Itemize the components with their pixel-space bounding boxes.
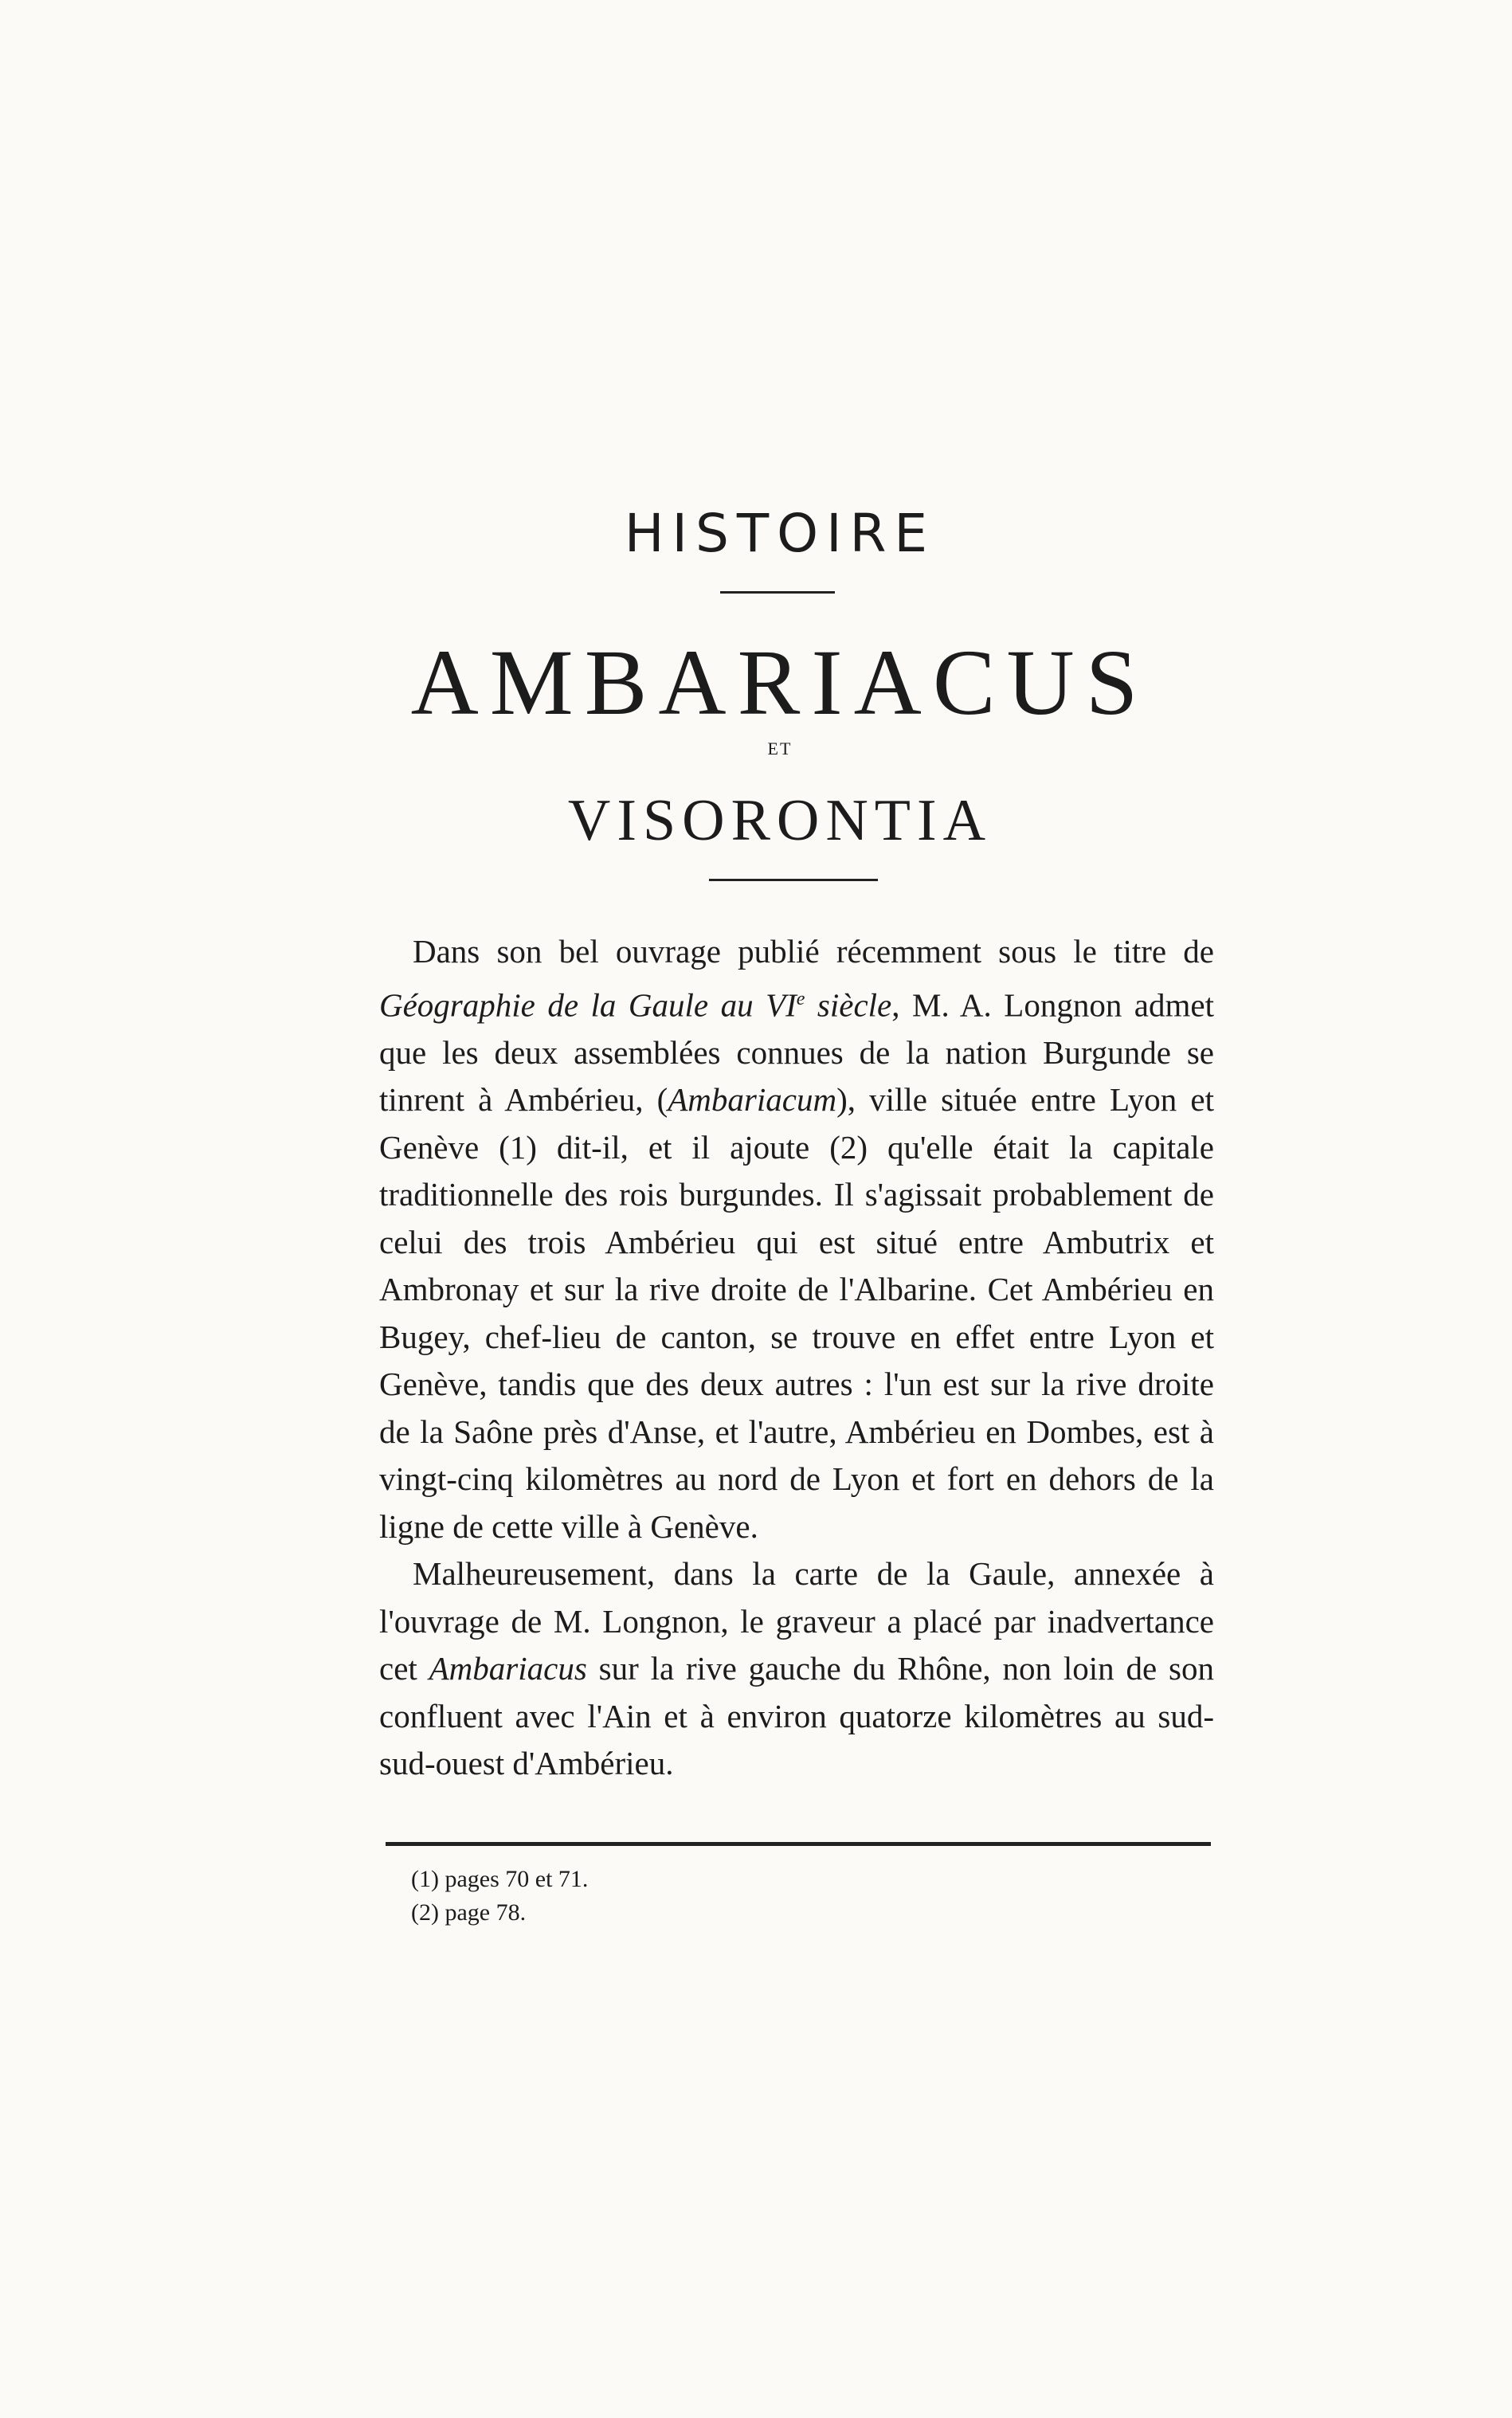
footnote-separator <box>386 1842 1211 1846</box>
paragraph-1-text-a: Dans son bel ouvrage publié récemment sous le titre de <box>413 933 1214 970</box>
footnote-2: (2) page 78. <box>411 1899 527 1926</box>
paragraph-2 <box>379 1550 1214 1788</box>
footnotes <box>411 1863 588 1930</box>
book-title-a: Géographie de la Gaule au VI <box>379 986 797 1024</box>
paragraph-2-text-a: Malheureusement, dans la carte de la Gaule, annexée à l'ouvrage de M. Longnon, le graveur a placé par inadvertance cet <box>379 1555 1214 1687</box>
paragraph-1-text-c: ), ville située entre Lyon et Genève (1) dit-il, et il ajoute (2) qu'elle était la capitale traditionnelle des rois burgundes. Il s'agissait probablement de celui des trois Ambérieu qui est situé entre Ambutrix et Ambronay et sur la rive droite de l'Albarine. Cet Ambérieu en Bugey, chef-lieu de canton, se trouve en effet entre Lyon et Genève, tandis que des deux autres : l'un est sur la rive droite de la Saône près d'Anse, et l'autre, Ambérieu en Dombes, est à vingt-cinq kilomètres au nord de Lyon et fort en dehors de la ligne de cette ville à Genève. <box>379 1081 1215 1545</box>
book-title-b: siècle <box>805 986 892 1024</box>
page-subtitle: VISORONTIA <box>567 788 993 853</box>
title-divider-top <box>720 591 835 594</box>
title-conjunction: ET <box>767 739 793 758</box>
title-divider-bottom <box>709 879 878 881</box>
latin-name-ambariacus: Ambariacus <box>429 1650 587 1687</box>
book-title-superscript: e <box>796 988 805 1009</box>
latin-name-ambariacum: Ambariacum <box>668 1081 837 1119</box>
body-text <box>379 928 1214 1788</box>
page-title: AMBARIACUS <box>410 630 1150 735</box>
paragraph-2-text-b: sur la rive gauche du Rhône, non loin de son confluent avec l'Ain et à environ quatorze kilomètres au sud-sud-ouest d'Ambérieu. <box>379 1650 1214 1782</box>
footnote-1: (1) pages 70 et 71. <box>411 1866 589 1892</box>
paragraph-1 <box>379 928 1214 1550</box>
heading-histoire: HISTOIRE <box>624 503 936 564</box>
paragraph-1-text-b: , M. A. Longnon admet que les deux assemblées connues de la nation Burgunde se tinrent à Ambérieu, ( <box>379 986 1214 1119</box>
